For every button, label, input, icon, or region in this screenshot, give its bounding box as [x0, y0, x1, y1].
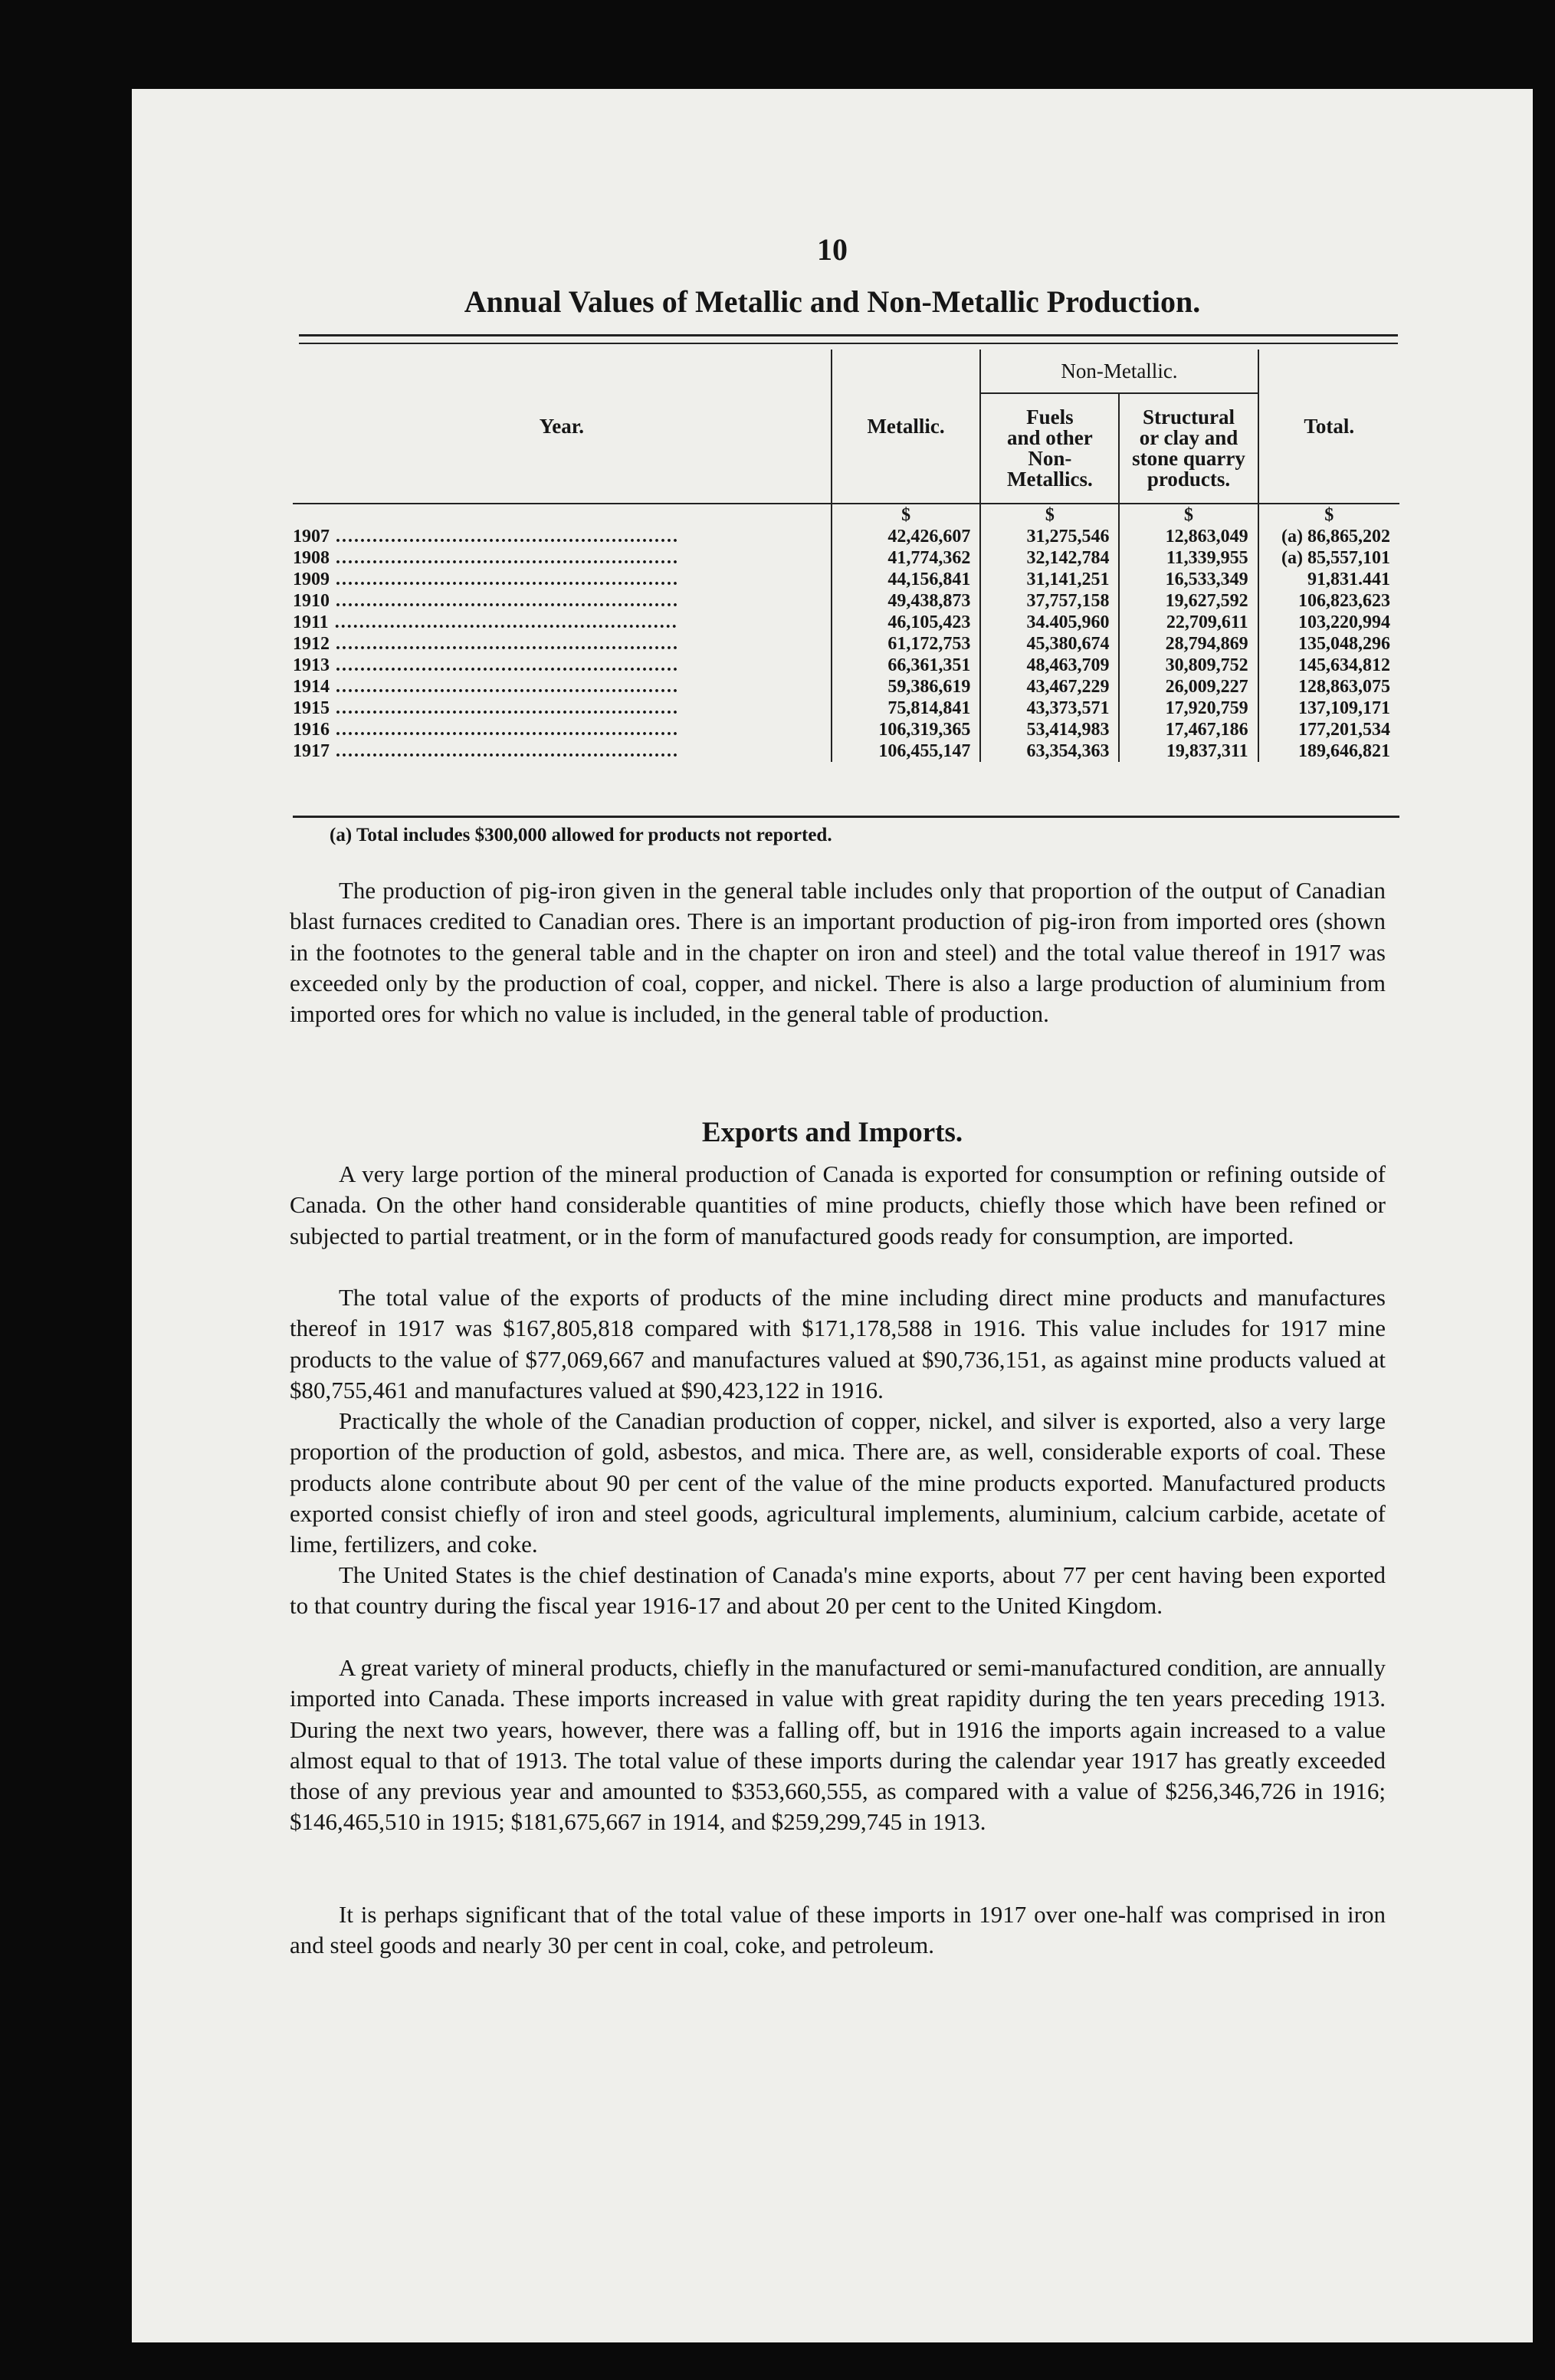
row-structural: 26,009,227	[1119, 676, 1258, 698]
row-fuels: 37,757,158	[980, 590, 1119, 612]
paragraph-exported-products: Practically the whole of the Canadian production of copper, nickel, and silver is exported, also a very large proportion of the production of gold, asbestos, and mica. There are, as well, considerable exports of coal. These products alone contribute about 90 per cent of the value of the mine products exported. Manufactured products exported consist chiefly of iron and steel goods, agricultural implements, aluminium, calcium carbide, acetate of lime, fertilizers, and coke.	[290, 1407, 1386, 1558]
row-structural: 17,467,186	[1119, 719, 1258, 740]
paragraph-import-composition: It is perhaps significant that of the total value of these imports in 1917 over one-half was comprised in iron and steel goods and nearly 30 per cent in coal, coke, and petroleum.	[290, 1901, 1386, 1959]
row-structural: 16,533,349	[1119, 569, 1258, 590]
production-table	[293, 350, 1399, 762]
row-fuels: 53,414,983	[980, 719, 1119, 740]
row-fuels: 31,141,251	[980, 569, 1119, 590]
row-year: 1910 ........................................................	[293, 591, 679, 611]
row-metallic: 106,455,147	[832, 740, 981, 762]
row-year: 1912 ........................................................	[293, 634, 679, 654]
row-fuels: 31,275,546	[980, 526, 1119, 547]
table-row	[293, 719, 1399, 740]
header-metallic: Metallic.	[832, 350, 981, 504]
row-structural: 19,627,592	[1119, 590, 1258, 612]
table-row	[293, 590, 1399, 612]
row-fuels: 63,354,363	[980, 740, 1119, 762]
row-year: 1914 ........................................................	[293, 677, 679, 697]
table-bottom-rule	[293, 816, 1399, 818]
row-metallic: 41,774,362	[832, 547, 981, 569]
row-year: 1915 ........................................................	[293, 698, 679, 718]
row-year: 1909 ........................................................	[293, 570, 679, 589]
table-row	[293, 676, 1399, 698]
row-total: 135,048,296	[1258, 633, 1399, 655]
row-total: 91,831.441	[1258, 569, 1399, 590]
table-row	[293, 569, 1399, 590]
row-total: 145,634,812	[1258, 655, 1399, 676]
header-non-metallic: Non-Metallic.	[980, 350, 1258, 393]
row-total: 189,646,821	[1258, 740, 1399, 762]
row-metallic: 106,319,365	[832, 719, 981, 740]
row-year: 1913 ........................................................	[293, 655, 679, 675]
paragraph-pig-iron: The production of pig-iron given in the general table includes only that proportion of the output of Canadian blast furnaces credited to Canadian ores. There is an important production of pig-iron from imported ores (shown in the footnotes to the general table and in the chapter on iron and steel) and the total value thereof in 1917 was exceeded only by the production of coal, copper, and nickel. There is also a large production of aluminium from imported ores for which no value is included, in the general table of production.	[290, 877, 1386, 1028]
row-metallic: 42,426,607	[832, 526, 981, 547]
row-fuels: 45,380,674	[980, 633, 1119, 655]
row-year: 1908 ........................................................	[293, 548, 679, 568]
row-fuels: 34.405,960	[980, 612, 1119, 633]
table-row	[293, 526, 1399, 547]
row-year: 1917 ........................................................	[293, 741, 679, 761]
unit-metallic: $	[832, 504, 981, 526]
row-total: 137,109,171	[1258, 698, 1399, 719]
row-structural: 19,837,311	[1119, 740, 1258, 762]
unit-row	[293, 504, 1399, 526]
table-row	[293, 633, 1399, 655]
table-row	[293, 655, 1399, 676]
page-number: 10	[817, 232, 848, 267]
row-metallic: 46,105,423	[832, 612, 981, 633]
row-structural: 12,863,049	[1119, 526, 1258, 547]
row-total: (a) 86,865,202	[1258, 526, 1399, 547]
row-metallic: 44,156,841	[832, 569, 981, 590]
paragraph-imports: A great variety of mineral products, chiefly in the manufactured or semi-manufactured condition, are annually imported into Canada. These imports increased in value with great rapidity during the ten years preceding 1913. During the next two years, however, there was a falling off, but in 1916 the imports again increased to a value almost equal to that of 1913. The total value of these imports during the calendar year 1917 has greatly exceeded those of any previous year and amounted to $353,660,555, as compared with a value of $256,346,726 in 1916; $146,465,510 in 1915; $181,675,667 in 1914, and $259,299,745 in 1913.	[290, 1654, 1386, 1836]
table-row	[293, 698, 1399, 719]
paragraph-exports-intro: A very large portion of the mineral production of Canada is exported for consumption or refining outside of Canada. On the other hand considerable quantities of mine products, chiefly those which have been refined or subjected to partial treatment, or in the form of manufactured goods ready for consumption, are imported.	[290, 1160, 1386, 1249]
unit-fuels: $	[980, 504, 1119, 526]
unit-total: $	[1258, 504, 1399, 526]
row-total: 177,201,534	[1258, 719, 1399, 740]
row-metallic: 75,814,841	[832, 698, 981, 719]
row-metallic: 61,172,753	[832, 633, 981, 655]
table-row	[293, 740, 1399, 762]
row-metallic: 66,361,351	[832, 655, 981, 676]
row-metallic: 49,438,873	[832, 590, 981, 612]
paragraph-destination: The United States is the chief destination of Canada's mine exports, about 77 per cent having been exported to that country during the fiscal year 1916-17 and about 20 per cent to the United Kingdom.	[290, 1561, 1386, 1620]
row-fuels: 43,467,229	[980, 676, 1119, 698]
unit-structural: $	[1119, 504, 1258, 526]
table-row	[293, 612, 1399, 633]
table-footnote: (a) Total includes $300,000 allowed for products not reported.	[330, 825, 832, 845]
header-structural: Structural or clay and stone quarry products.	[1119, 393, 1258, 504]
table-title: Annual Values of Metallic and Non-Metallic Production.	[464, 284, 1201, 319]
header-year: Year.	[293, 350, 832, 504]
section-title: Exports and Imports.	[701, 1117, 963, 1148]
header-total: Total.	[1258, 350, 1399, 504]
header-fuels: Fuels and other Non- Metallics.	[980, 393, 1119, 504]
document-page	[132, 89, 1533, 2342]
row-fuels: 43,373,571	[980, 698, 1119, 719]
row-total: 103,220,994	[1258, 612, 1399, 633]
row-year: 1907 ........................................................	[293, 527, 679, 547]
row-structural: 11,339,955	[1119, 547, 1258, 569]
row-total: (a) 85,557,101	[1258, 547, 1399, 569]
row-structural: 22,709,611	[1119, 612, 1258, 633]
row-fuels: 48,463,709	[980, 655, 1119, 676]
row-structural: 28,794,869	[1119, 633, 1258, 655]
title-rule	[299, 334, 1398, 344]
row-structural: 17,920,759	[1119, 698, 1258, 719]
row-year: 1916 ........................................................	[293, 720, 679, 740]
table-row	[293, 547, 1399, 569]
row-structural: 30,809,752	[1119, 655, 1258, 676]
row-total: 106,823,623	[1258, 590, 1399, 612]
row-fuels: 32,142,784	[980, 547, 1119, 569]
row-metallic: 59,386,619	[832, 676, 981, 698]
row-total: 128,863,075	[1258, 676, 1399, 698]
paragraph-export-values: The total value of the exports of products of the mine including direct mine products and manufactures thereof in 1917 was $167,805,818 compared with $171,178,588 in 1916. This value includes for 1917 mine products to the value of $77,069,667 and manufactures valued at $90,736,151, as against mine products valued at $80,755,461 and manufactures valued at $90,423,122 in 1916.	[290, 1284, 1386, 1403]
row-year: 1911 ........................................................	[293, 612, 678, 632]
